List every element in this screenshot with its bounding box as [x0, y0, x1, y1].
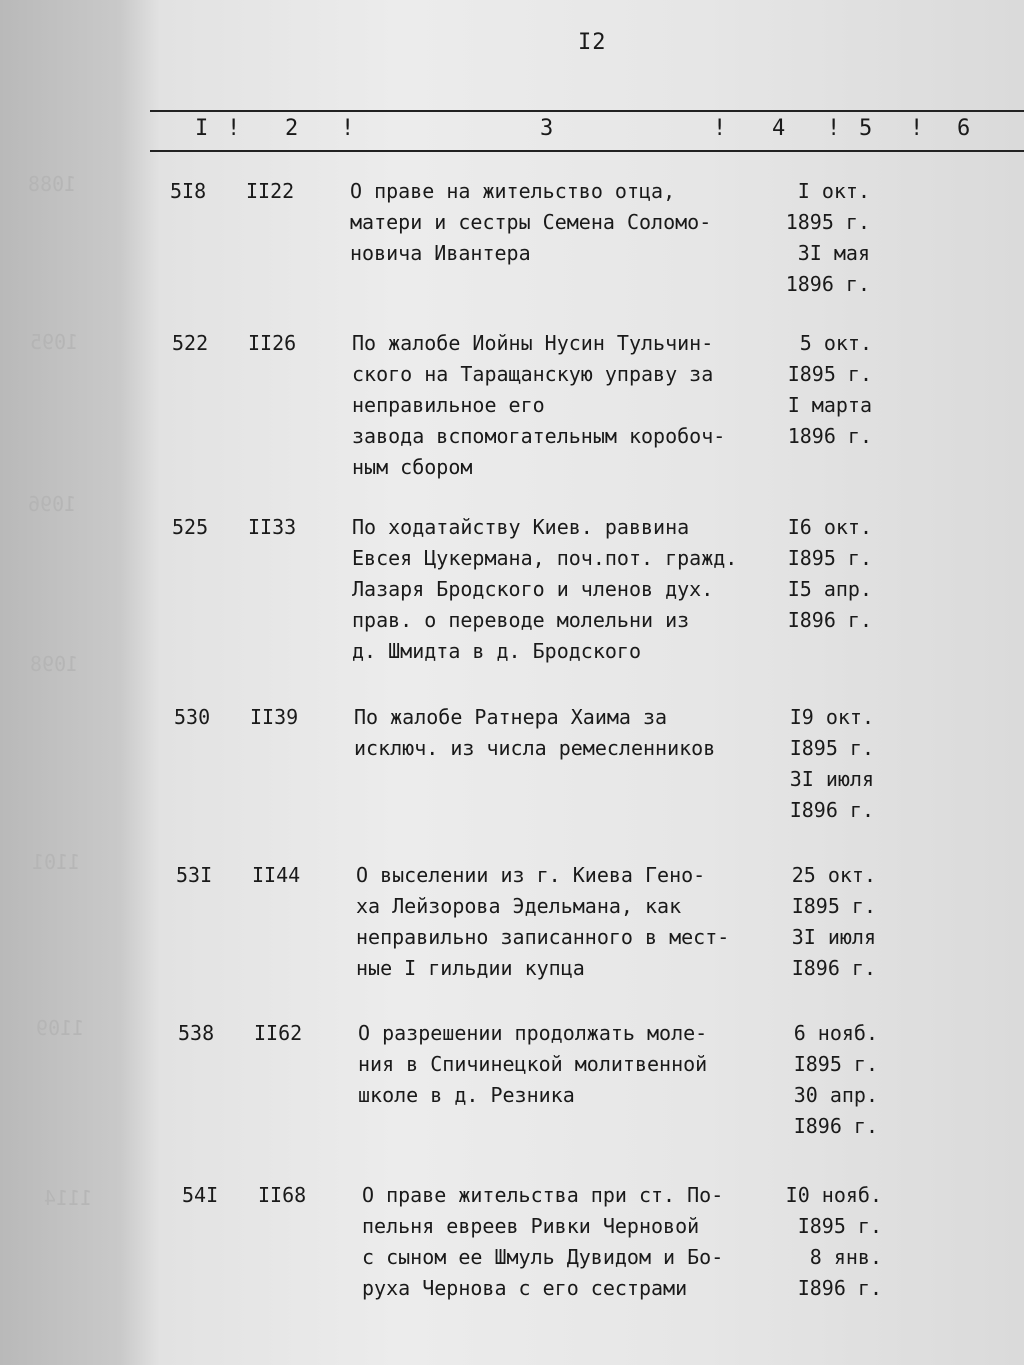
title-line: прав. о переводе молельни из — [352, 608, 690, 632]
file-number: II68 — [258, 1183, 307, 1207]
column-header-1: I — [195, 116, 209, 141]
column-header-6: 6 — [957, 116, 971, 141]
title-line: школе в д. Резника — [358, 1083, 575, 1107]
entry-dates — [736, 860, 876, 984]
column-header-2: 2 — [285, 116, 299, 141]
entry-number: 5I8 — [170, 179, 207, 203]
date-line: I896 г. — [789, 798, 874, 822]
file-number: II62 — [254, 1021, 303, 1045]
date-line: I895 г. — [787, 546, 872, 570]
bleed-through-number: 1098 — [30, 652, 79, 676]
header-rule-top — [150, 110, 1024, 112]
title-line: неправильно записанного в мест- — [356, 925, 730, 949]
date-line: I896 г. — [791, 956, 876, 980]
date-line: 3I мая — [797, 241, 870, 265]
title-line: О выселении из г. Киева Гено- — [356, 863, 706, 887]
date-line: I895 г. — [787, 362, 872, 386]
title-line: По жалобе Ратнера Хаима за — [354, 705, 668, 729]
entry-dates — [738, 1018, 878, 1142]
date-line: I895 г. — [793, 1052, 878, 1076]
date-line: I895 г. — [791, 894, 876, 918]
column-header-row — [155, 116, 1024, 144]
title-line: ные I гильдии купца — [356, 956, 585, 980]
bleed-through-number: 1088 — [28, 172, 77, 196]
date-line: I0 нояб. — [785, 1183, 882, 1207]
date-line: 5 окт. — [799, 331, 872, 355]
file-number: II22 — [246, 179, 295, 203]
title-line: матери и сестры Семена Соломо- — [350, 210, 712, 234]
entry-title — [354, 702, 734, 764]
title-line: Лазаря Бродского и членов дух. — [352, 577, 714, 601]
title-line: неправильное его — [352, 393, 545, 417]
date-line: I896 г. — [797, 1276, 882, 1300]
title-line: О праве жительства при ст. По- — [362, 1183, 724, 1207]
file-number: II33 — [248, 515, 297, 539]
title-line: исключ. из числа ремесленников — [354, 736, 716, 760]
title-line: д. Шмидта в д. Бродского — [352, 639, 641, 663]
title-line: пельня евреев Ривки Черновой — [362, 1214, 700, 1238]
column-separator: ! — [827, 116, 841, 141]
header-rule-bottom — [150, 150, 1024, 152]
column-header-4: 4 — [772, 116, 786, 141]
title-line: руха Чернова с его сестрами — [362, 1276, 688, 1300]
title-line: О праве на жительство отца, — [350, 179, 676, 203]
date-line: 30 апр. — [793, 1083, 878, 1107]
title-line: ха Лейзорова Эдельмана, как — [356, 894, 682, 918]
date-line: I9 окт. — [789, 705, 874, 729]
bleed-through-number: 1114 — [44, 1186, 93, 1210]
entry-title — [362, 1180, 742, 1304]
entry-title — [350, 176, 730, 269]
entry-dates — [732, 512, 872, 636]
entry-number: 525 — [172, 515, 209, 539]
entry-number: 522 — [172, 331, 209, 355]
file-number: II26 — [248, 331, 297, 355]
date-line: I895 г. — [789, 736, 874, 760]
date-line: I6 окт. — [787, 515, 872, 539]
title-line: новича Ивантера — [350, 241, 531, 265]
file-number: II39 — [250, 705, 299, 729]
date-line: I896 г. — [787, 608, 872, 632]
date-line: I896 г. — [793, 1114, 878, 1138]
entry-number: 53I — [176, 863, 213, 887]
date-line: 3I июля — [791, 925, 876, 949]
column-header-5: 5 — [859, 116, 873, 141]
date-line: I окт. — [797, 179, 870, 203]
date-line: 8 янв. — [809, 1245, 882, 1269]
entry-number: 530 — [174, 705, 211, 729]
bleed-through-number: 1101 — [32, 850, 81, 874]
title-line: с сыном ее Шмуль Дувидом и Бо- — [362, 1245, 724, 1269]
column-separator: ! — [713, 116, 727, 141]
entry-dates — [732, 328, 872, 452]
date-line: 25 окт. — [791, 863, 876, 887]
entry-title — [352, 328, 732, 483]
entry-number: 538 — [178, 1021, 215, 1045]
title-line: ным сбором — [352, 455, 473, 479]
column-separator: ! — [910, 116, 924, 141]
bleed-through-number: 1095 — [30, 330, 79, 354]
entry-number: 54I — [182, 1183, 219, 1207]
title-line: ния в Спичинецкой молитвенной — [358, 1052, 708, 1076]
date-line: 6 нояб. — [793, 1021, 878, 1045]
date-line: 1896 г. — [785, 272, 870, 296]
entry-dates — [742, 1180, 882, 1304]
date-line: I5 апр. — [787, 577, 872, 601]
date-line: 1896 г. — [787, 424, 872, 448]
entry-title — [356, 860, 736, 984]
bleed-through-number: 1096 — [28, 492, 77, 516]
title-line: О разрешении продолжать моле- — [358, 1021, 708, 1045]
column-separator: ! — [341, 116, 355, 141]
title-line: По жалобе Иойны Нусин Тульчин- — [352, 331, 714, 355]
title-line: ского на Таращанскую управу за — [352, 362, 714, 386]
title-line: завода вспомогательным коробоч- — [352, 424, 726, 448]
entry-title — [352, 512, 738, 667]
column-header-3: 3 — [540, 116, 554, 141]
title-line: Евсея Цукермана, поч.пот. гражд. — [352, 546, 738, 570]
date-line: I марта — [787, 393, 872, 417]
entry-dates — [730, 176, 870, 300]
date-line: 3I июля — [789, 767, 874, 791]
entry-dates — [734, 702, 874, 826]
bleed-through-number: 1109 — [36, 1016, 85, 1040]
column-separator: ! — [227, 116, 241, 141]
entry-title — [358, 1018, 738, 1111]
date-line: I895 г. — [797, 1214, 882, 1238]
title-line: По ходатайству Киев. раввина — [352, 515, 690, 539]
date-line: 1895 г. — [785, 210, 870, 234]
page-number: I2 — [578, 30, 607, 55]
file-number: II44 — [252, 863, 301, 887]
